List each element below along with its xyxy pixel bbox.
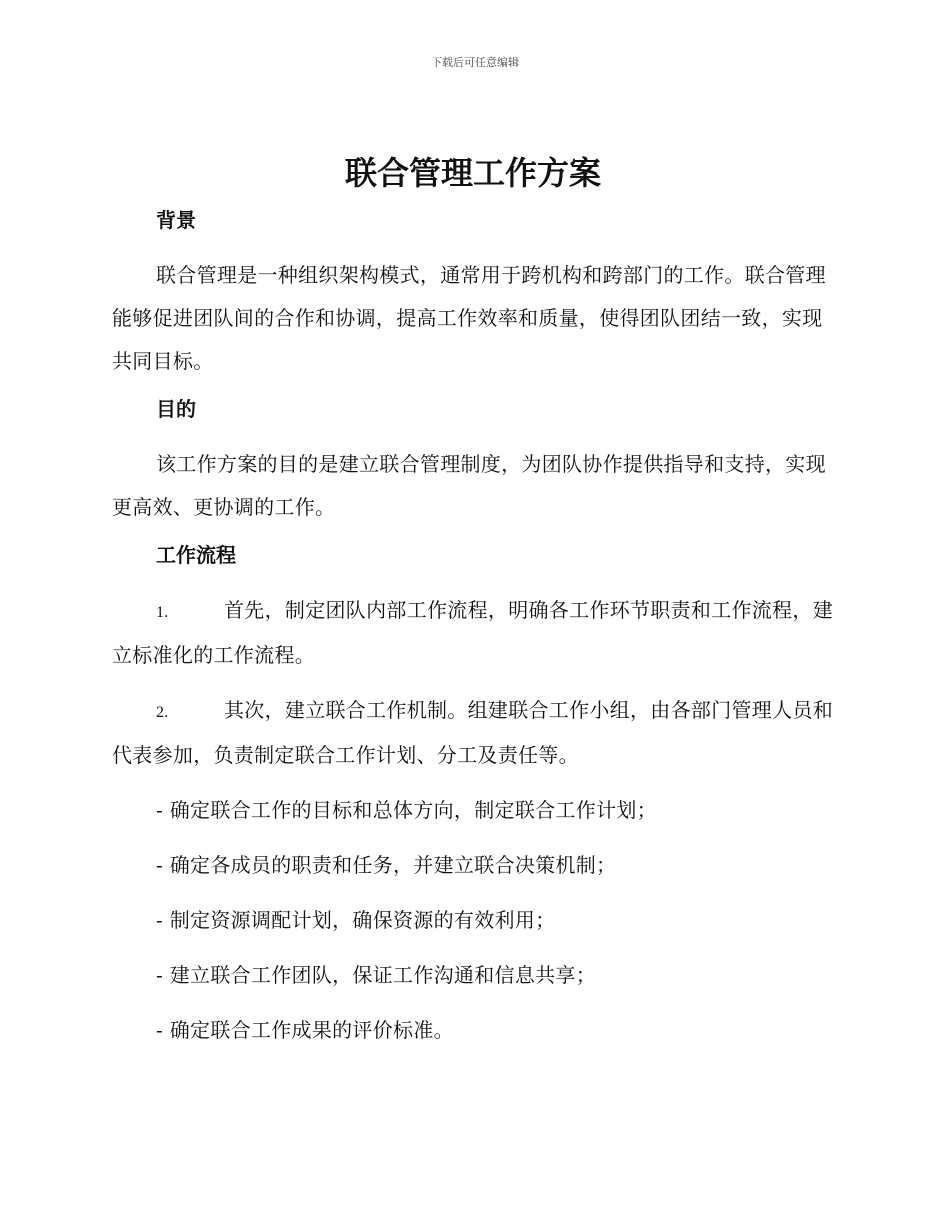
step-text: 其次，建立联合工作机制。组建联合工作小组，由各部门管理人员和代表参加，负责制定联合工作计划、分工及责任等。 — [112, 698, 833, 767]
workflow-step — [112, 689, 834, 777]
paragraph: 联合管理是一种组织架构模式，通常用于跨机构和跨部门的工作。联合管理能够促进团队间的合作和协调，提高工作效率和质量，使得团队团结一致，实现共同目标。 — [112, 263, 826, 373]
paragraph: 该工作方案的目的是建立联合管理制度，为团队协作提供指导和支持，实现更高效、更协调的工作。 — [112, 452, 826, 519]
document-title: 联合管理工作方案 — [344, 154, 601, 192]
section-heading-workflow: 工作流程 — [156, 543, 236, 567]
bullet-item: - 确定联合工作的目标和总体方向，制定联合工作计划； — [156, 798, 657, 822]
bullet-item: - 制定资源调配计划，确保资源的有效利用； — [156, 908, 556, 932]
document-body — [112, 150, 834, 1064]
section-heading-background: 背景 — [156, 208, 196, 232]
step-number: 2. — [156, 704, 169, 721]
bullet-item: - 确定联合工作成果的评价标准。 — [156, 1018, 454, 1042]
section-heading-purpose: 目的 — [156, 397, 196, 421]
page-header: 下载后可任意编辑 — [431, 56, 519, 69]
step-number: 1. — [156, 604, 169, 621]
bullet-item: - 建立联合工作团队，保证工作沟通和信息共享； — [156, 963, 597, 987]
bullet-item: - 确定各成员的职责和任务，并建立联合决策机制； — [156, 853, 617, 877]
step-text: 首先，制定团队内部工作流程，明确各工作环节职责和工作流程，建立标准化的工作流程。 — [112, 598, 833, 667]
workflow-step — [112, 589, 834, 677]
